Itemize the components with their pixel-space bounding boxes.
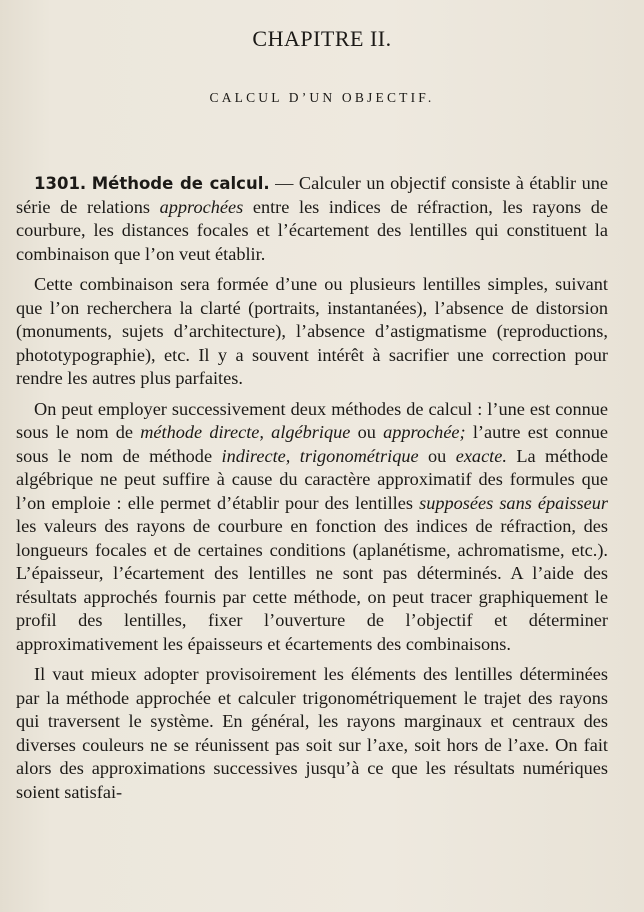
paragraph-1 [16,172,608,266]
text-span: Il vaut mieux adopter provisoirement les éléments des lentilles déterminées par la méthode approchée et calculer trigonométriquement le trajet des rayons qui traversent le système. En général, les rayons marginaux et centraux des diverses couleurs ne se réunissent pas soit sur l’axe, soit hors de l’axe. On fait alors des approximations successives jusqu’à ce que les résultats numériques soient satisfai- [16,664,608,802]
text-span: — Calculer un objectif consiste à établir une série de relations [16,173,608,217]
italic-span: méthode directe, algébrique [140,422,351,442]
section-title: Méthode de calcul. [91,174,270,193]
chapter-subtitle: CALCUL D’UN OBJECTIF. [209,90,435,105]
text-span: Cette combinaison sera formée d’une ou plusieurs lentilles simples, suivant que l’on recherchera la clarté (portraits, instantanées), l’absence de distorsion (monuments, sujets d’architecture), l’absence d’astigmatisme (reproductions, phototypographie), etc. Il y a souvent intérêt à sacrifier une correction pour rendre les autres plus parfaites. [16,274,608,388]
text-span: l’autre est connue sous le nom de méthode [16,422,609,466]
italic-span: approchée; [383,422,466,442]
italic-span: exacte. [455,445,507,466]
chapter-heading: CHAPITRE II. [252,26,392,51]
text-span: La méthode algébrique ne peut suffire à cause du caractère approximatif des formules que l’on emploie : elle permet d’établir pour des lentilles [16,445,609,513]
paragraph-2 [16,273,608,391]
text-span: On peut employer successivement deux méthodes de calcul : l’une est connue sous le nom de [16,398,608,442]
body-text [16,172,608,811]
paragraph-3 [16,398,608,657]
text-span: ou [350,422,384,442]
text-span: les valeurs des rayons de courbure en fonction des indices de réfraction, des longueurs focales et de certaines conditions (aplanétisme, achromatisme, etc.). L’épaisseur, l’écartement des lentilles ne sont pas déterminés. A l’aide des résultats approchés fournis par cette méthode, on peut tracer graphiquement le profil des lentilles, fixer l’ouverture de l’objectif et déterminer approximativement les épaisseurs et écartements des combinaisons. [16,516,608,654]
paragraph-4 [16,663,608,804]
italic-span: approchées [159,196,244,217]
section-number: 1301. [34,174,87,193]
italic-span: supposées sans épaisseur [419,492,608,513]
text-span: ou [418,445,456,466]
italic-span: indirecte, trigonométrique [221,445,419,466]
text-span: entre les indices de réfraction, les rayons de courbure, les distances focales et l’écartement des lentilles qui constituent la combinaison que l’on veut établir. [16,196,608,264]
